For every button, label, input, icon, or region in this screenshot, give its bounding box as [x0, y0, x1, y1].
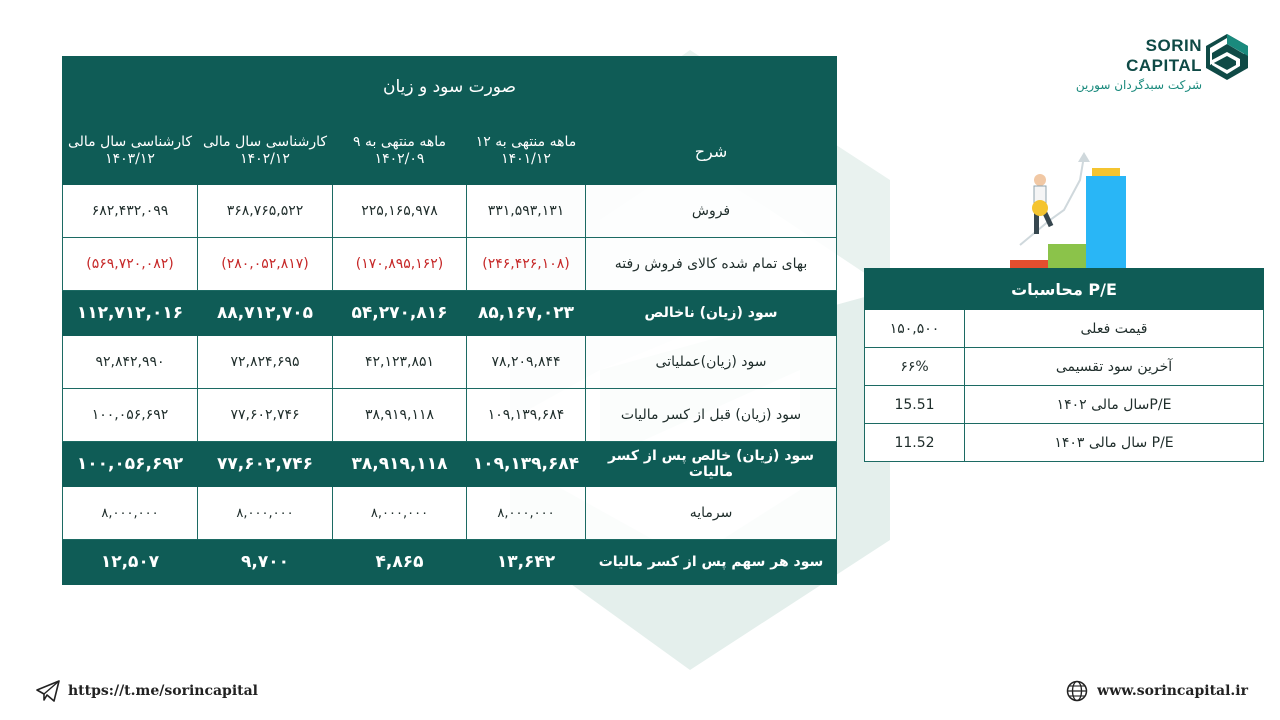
table-cell: ۱۰۹,۱۳۹,۶۸۴ [467, 389, 586, 442]
column-header: ۹ ماهه منتهی به ۱۴۰۲/۰۹ [333, 118, 467, 185]
table-cell: ۱۰۹,۱۳۹,۶۸۴ [467, 442, 586, 487]
table-cell: ۷۲,۸۲۴,۶۹۵ [198, 336, 333, 389]
row-label: بهای تمام شده کالای فروش رفته [586, 238, 837, 291]
row-label: سود هر سهم پس از کسر مالیات [586, 540, 837, 585]
table-cell: ۷۷,۶۰۲,۷۴۶ [198, 442, 333, 487]
pe-label: آخرین سود تقسیمی [965, 348, 1264, 386]
table-cell: ۱۳,۶۴۲ [467, 540, 586, 585]
row-label: سود (زیان) قبل از کسر مالیات [586, 389, 837, 442]
pe-value: ۶۶% [865, 348, 965, 386]
table-cell: ۶۸۲,۴۳۲,۰۹۹ [63, 185, 198, 238]
pe-row [865, 386, 1264, 424]
company-name: SORIN CAPITAL [1126, 36, 1202, 75]
pe-value: 15.51 [865, 386, 965, 424]
table-title: صورت سود و زیان [63, 57, 837, 118]
column-header: کارشناسی سال مالی ۱۴۰۳/۱۲ [63, 118, 198, 185]
table-row-operating-profit [63, 336, 837, 389]
website-url[interactable]: www.sorincapital.ir [1097, 683, 1248, 699]
table-cell: ۱۰۰,۰۵۶,۶۹۲ [63, 442, 198, 487]
column-header-description: شرح [586, 118, 837, 185]
table-cell: (۵۶۹,۷۲۰,۰۸۲) [63, 238, 198, 291]
table-cell: ۸,۰۰۰,۰۰۰ [198, 487, 333, 540]
row-label: سود (زیان)عملیاتی [586, 336, 837, 389]
pe-value: 11.52 [865, 424, 965, 462]
table-cell: ۳۳۱,۵۹۳,۱۳۱ [467, 185, 586, 238]
sorin-logo-icon [1204, 32, 1250, 82]
table-row-net-profit [63, 442, 837, 487]
table-row-gross-profit [63, 291, 837, 336]
company-logo [1070, 32, 1260, 92]
table-cell: ۸,۰۰۰,۰۰۰ [467, 487, 586, 540]
row-label: سود (زیان) ناخالص [586, 291, 837, 336]
table-cell: ۷۷,۶۰۲,۷۴۶ [198, 389, 333, 442]
table-cell: ۴,۸۶۵ [333, 540, 467, 585]
website-link[interactable] [1065, 680, 1248, 702]
growth-illustration [1000, 150, 1190, 272]
table-row-pretax-profit [63, 389, 837, 442]
table-cell: ۵۴,۲۷۰,۸۱۶ [333, 291, 467, 336]
pe-value: ۱۵۰,۵۰۰ [865, 310, 965, 348]
table-cell: ۹۲,۸۴۲,۹۹۰ [63, 336, 198, 389]
row-label: سود (زیان) خالص پس از کسر مالیات [586, 442, 837, 487]
table-cell: ۱۲,۵۰۷ [63, 540, 198, 585]
table-cell: ۲۲۵,۱۶۵,۹۷۸ [333, 185, 467, 238]
pe-row [865, 310, 1264, 348]
table-row-sales [63, 185, 837, 238]
telegram-url[interactable]: https://t.me/sorincapital [68, 683, 259, 699]
table-row-eps [63, 540, 837, 585]
column-header: کارشناسی سال مالی ۱۴۰۲/۱۲ [198, 118, 333, 185]
column-header: ۱۲ ماهه منتهی به ۱۴۰۱/۱۲ [467, 118, 586, 185]
table-cell: ۴۲,۱۲۳,۸۵۱ [333, 336, 467, 389]
income-statement-table [62, 56, 837, 585]
table-cell: (۲۴۶,۴۲۶,۱۰۸) [467, 238, 586, 291]
pe-calculation-table [864, 268, 1264, 462]
pe-label: P/E سال مالی ۱۴۰۳ [965, 424, 1264, 462]
table-cell: ۷۸,۲۰۹,۸۴۴ [467, 336, 586, 389]
table-cell: (۲۸۰,۰۵۲,۸۱۷) [198, 238, 333, 291]
pe-label: قیمت فعلی [965, 310, 1264, 348]
row-label: فروش [586, 185, 837, 238]
table-cell: ۳۸,۹۱۹,۱۱۸ [333, 389, 467, 442]
company-subtitle: شرکت سبدگردان سورین [1075, 78, 1202, 92]
pe-row [865, 348, 1264, 386]
table-cell: ۹,۷۰۰ [198, 540, 333, 585]
row-label: سرمایه [586, 487, 837, 540]
table-cell: ۳۸,۹۱۹,۱۱۸ [333, 442, 467, 487]
table-row-capital [63, 487, 837, 540]
table-cell: ۸,۰۰۰,۰۰۰ [63, 487, 198, 540]
table-cell: ۸۸,۷۱۲,۷۰۵ [198, 291, 333, 336]
pe-table-title: محاسبات P/E [865, 269, 1264, 310]
table-cell: ۳۶۸,۷۶۵,۵۲۲ [198, 185, 333, 238]
telegram-link[interactable] [36, 680, 258, 702]
table-cell: (۱۷۰,۸۹۵,۱۶۲) [333, 238, 467, 291]
table-cell: ۱۰۰,۰۵۶,۶۹۲ [63, 389, 198, 442]
telegram-icon [36, 680, 60, 702]
table-cell: ۸,۰۰۰,۰۰۰ [333, 487, 467, 540]
table-cell: ۱۱۲,۷۱۲,۰۱۶ [63, 291, 198, 336]
table-row-cogs [63, 238, 837, 291]
table-cell: ۸۵,۱۶۷,۰۲۳ [467, 291, 586, 336]
globe-icon [1065, 680, 1089, 702]
pe-row [865, 424, 1264, 462]
pe-label: P/Eسال مالی ۱۴۰۲ [965, 386, 1264, 424]
